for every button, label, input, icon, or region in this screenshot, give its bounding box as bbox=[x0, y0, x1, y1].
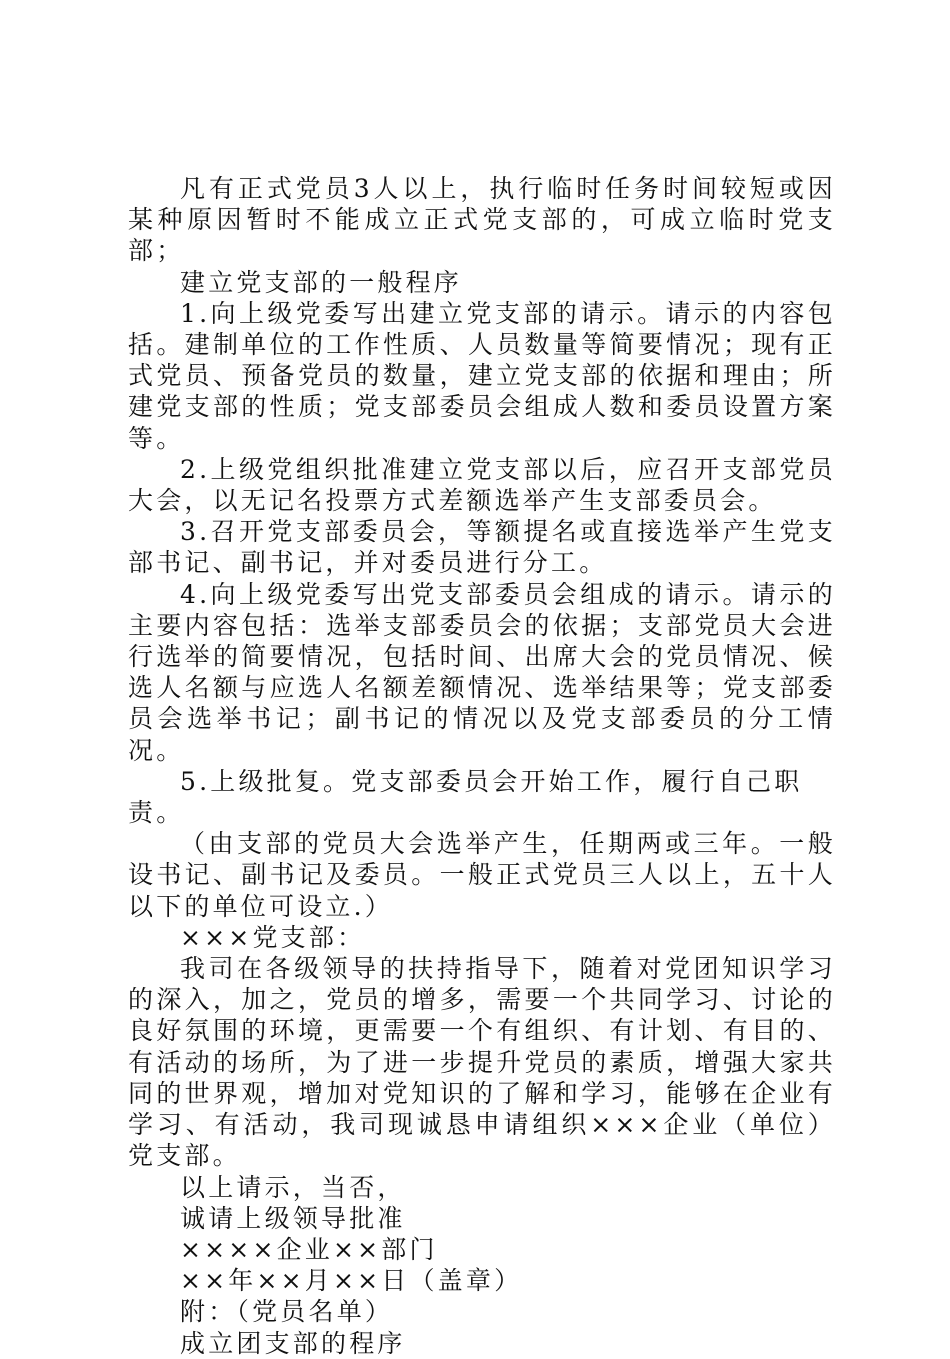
paragraph-temporary-branch: 凡有正式党员3人以上，执行临时任务时间较短或因某种原因暂时不能成立正式党支部的，可成立临时党支部； bbox=[128, 174, 836, 266]
paragraph-note: （由支部的党员大会选举产生，任期两或三年。一般设书记、副书记及委员。一般正式党员三人以上，五十人以下的单位可设立.） bbox=[128, 829, 836, 921]
letter-closing-2: 诚请上级领导批准 bbox=[180, 1203, 406, 1233]
letter-salutation: ×××党支部： bbox=[180, 922, 366, 952]
heading-league-branch-procedure: 成立团支部的程序 bbox=[180, 1328, 406, 1358]
paragraph-step-2: 2.上级党组织批准建立党支部以后，应召开支部党员大会，以无记名投票方式差额选举产生支部委员会。 bbox=[128, 454, 836, 516]
letter-signature-org: ××××企业××部门 bbox=[180, 1234, 438, 1264]
letter-attachment: 附：（党员名单） bbox=[180, 1297, 394, 1327]
paragraph-step-1: 1.向上级党委写出建立党支部的请示。请示的内容包括。建制单位的工作性质、人员数量等简要情况；现有正式党员、预备党员的数量，建立党支部的依据和理由；所建党支部的性质；党支部委员会组成人数和委员设置方案等。 bbox=[128, 298, 836, 453]
heading-general-procedure: 建立党支部的一般程序 bbox=[180, 267, 463, 297]
paragraph-step-3: 3.召开党支部委员会，等额提名或直接选举产生党支部书记、副书记，并对委员进行分工。 bbox=[128, 517, 836, 578]
paragraph-step-5: 5.上级批复。党支部委员会开始工作，履行自己职责。 bbox=[128, 766, 803, 828]
letter-signature-date: ××年××月××日（盖章） bbox=[180, 1266, 523, 1296]
document-body bbox=[128, 173, 836, 1359]
letter-closing-1: 以上请示，当否， bbox=[180, 1172, 406, 1202]
letter-body: 我司在各级领导的扶持指导下，随着对党团知识学习的深入，加之，党员的增多，需要一个共同学习、讨论的良好氛围的环境，更需要一个有组织、有计划、有目的、有活动的场所，为了进一步提升党员的素质，增强大家共同的世界观，增加对党知识的了解和学习，能够在企业有学习、有活动，我司现诚恳申请组织×××企业（单位）党支部。 bbox=[128, 954, 836, 1171]
paragraph-step-4: 4.向上级党委写出党支部委员会组成的请示。请示的主要内容包括：选举支部委员会的依据；支部党员大会进行选举的简要情况，包括时间、出席大会的党员情况、候选人名额与应选人名额差额情况、选举结果等；党支部委员会选举书记；副书记的情况以及党支部委员的分工情况。 bbox=[128, 579, 836, 765]
